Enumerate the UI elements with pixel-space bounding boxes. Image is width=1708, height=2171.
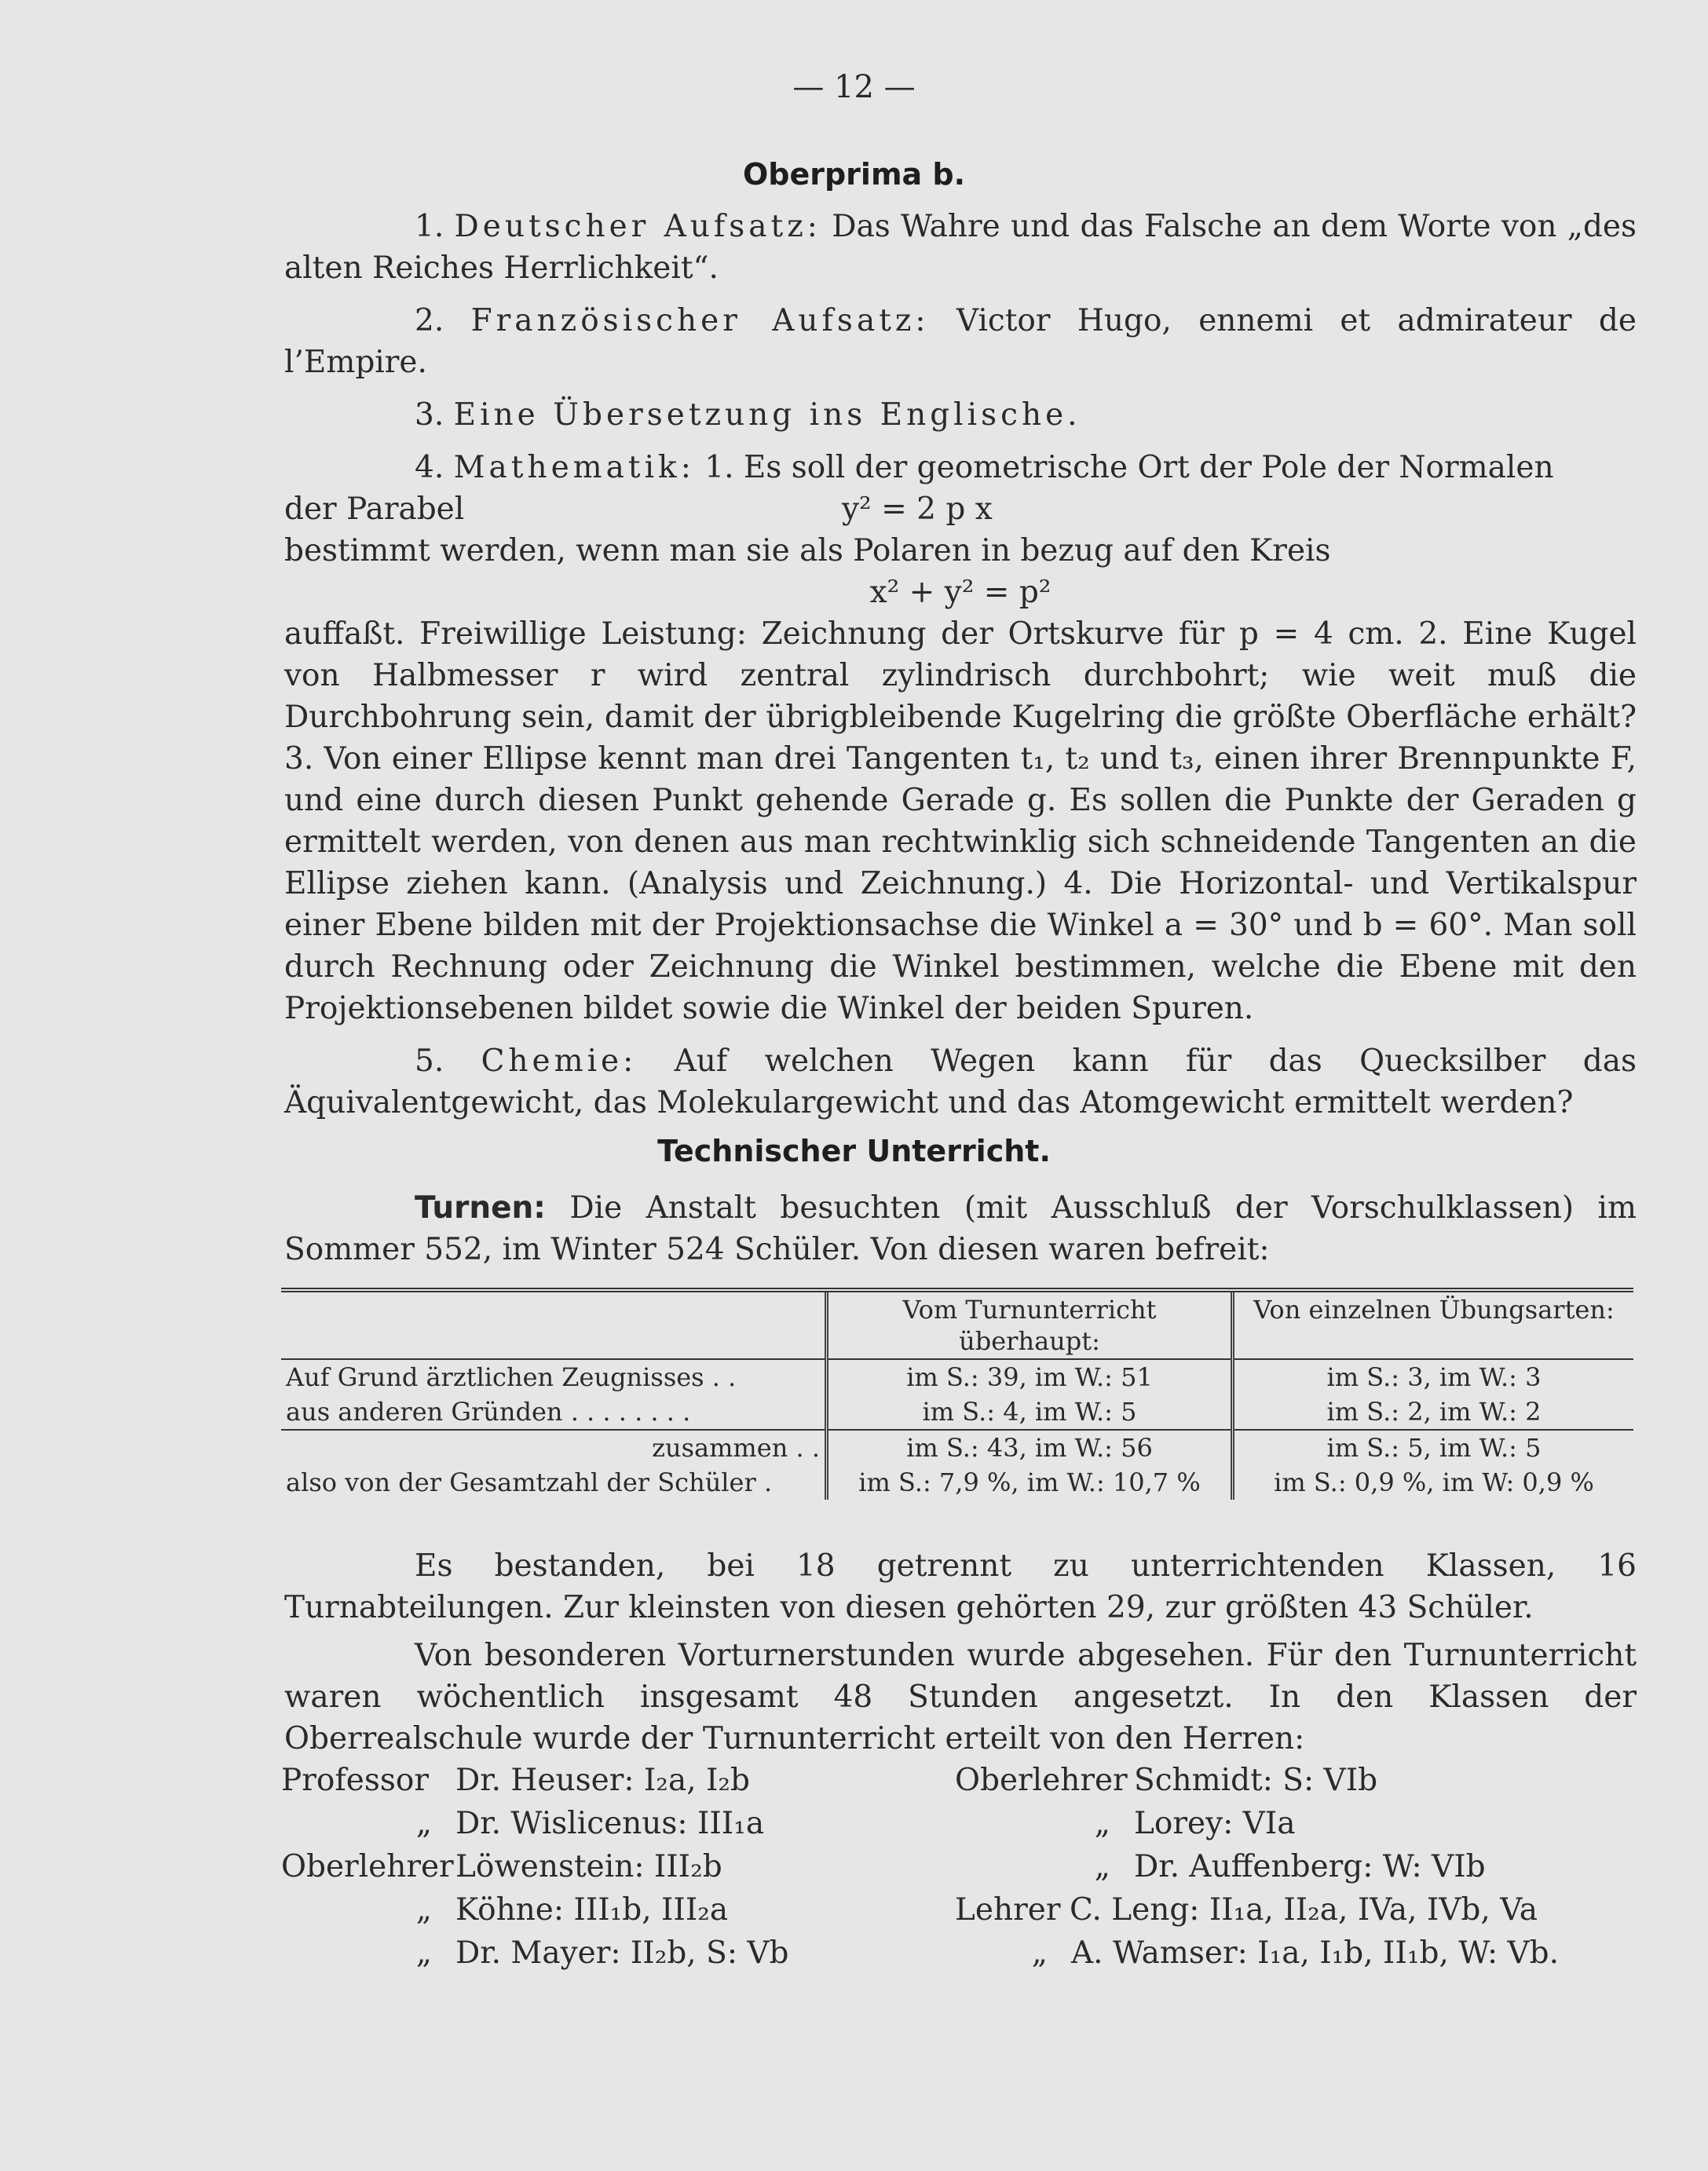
topic-number: 3. bbox=[415, 397, 444, 433]
topic-1 bbox=[284, 206, 1637, 289]
topic-label: Chemie: bbox=[481, 1043, 638, 1079]
turnen-paragraphs bbox=[284, 1545, 1637, 1760]
turnen-label: Turnen: bbox=[415, 1190, 546, 1226]
topic-label: Französischer Aufsatz: bbox=[470, 303, 930, 338]
table-row-label: aus anderen Gründen . . . . . . . . bbox=[286, 1397, 691, 1427]
topic-4-line bbox=[284, 488, 1637, 530]
teacher-entry bbox=[281, 1759, 789, 1802]
exemption-table bbox=[281, 1288, 1633, 1500]
table-cell: im S.: 7,9 %, im W.: 10,7 % bbox=[827, 1465, 1233, 1500]
teacher-entry bbox=[281, 1888, 789, 1932]
teacher-title: „ bbox=[415, 1935, 432, 1971]
teacher-name: Köhne: III₁b, III₂a bbox=[455, 1892, 729, 1928]
table-cell: im S.: 4, im W.: 5 bbox=[827, 1394, 1233, 1430]
teacher-list-left bbox=[281, 1759, 789, 1975]
topic-text: Auf welchen Wegen kann für das Quecksilber das Äquivalentgewicht, das Molekulargewicht und das Atomgewicht ermittelt werden? bbox=[284, 1043, 1637, 1120]
paragraph-turnabteilungen: Es bestanden, bei 18 getrennt zu unterrichtenden Klassen, 16 Turnabteilungen. Zur kleinsten von diesen gehörten 29, zur größten 43 Schüler. bbox=[284, 1548, 1637, 1625]
topic-4 bbox=[284, 447, 1637, 488]
table-cell: im S.: 5, im W.: 5 bbox=[1233, 1430, 1634, 1465]
topic-label: Deutscher Aufsatz: bbox=[454, 209, 821, 244]
table-cell: im S.: 2, im W.: 2 bbox=[1233, 1394, 1634, 1430]
topic-number: 4. bbox=[415, 450, 444, 485]
teacher-entry bbox=[955, 1802, 1559, 1845]
table-header: Von einzelnen Übungsarten: bbox=[1233, 1290, 1634, 1359]
teacher-name: Dr. Wislicenus: III₁a bbox=[455, 1806, 765, 1841]
teacher-name: Lorey: VIa bbox=[1134, 1806, 1296, 1841]
teacher-name: Dr. Heuser: I₂a, I₂b bbox=[455, 1763, 750, 1798]
section-title-technischer-unterricht: Technischer Unterricht. bbox=[657, 1134, 1051, 1168]
turnen-intro bbox=[284, 1187, 1637, 1270]
table-row-label: Auf Grund ärztlichen Zeugnisses . . bbox=[286, 1362, 737, 1392]
teacher-title: „ bbox=[415, 1892, 432, 1928]
teacher-name: Dr. Auffenberg: W: VIb bbox=[1134, 1849, 1486, 1884]
table-cell: im S.: 43, im W.: 56 bbox=[827, 1430, 1233, 1465]
teacher-title: „ bbox=[1094, 1806, 1110, 1841]
table-row bbox=[281, 1430, 1633, 1465]
paragraph-vorturnerstunden: Von besonderen Vorturnerstunden wurde abgesehen. Für den Turnunterricht waren wöchentlich insgesamt 48 Stunden angesetzt. In den Klassen der Oberrealschule wurde der Turnunterricht erteilt von den Herren: bbox=[284, 1638, 1637, 1756]
topic-number: 2. bbox=[415, 303, 444, 338]
table-cell: im S.: 3, im W.: 3 bbox=[1233, 1359, 1634, 1394]
topic-label: Eine Übersetzung ins Englische. bbox=[453, 397, 1081, 433]
table-row-label: zusammen . . bbox=[652, 1433, 820, 1463]
topic-text: Victor Hugo, ennemi et admirateur de l’Empire. bbox=[284, 303, 1637, 380]
teacher-entry bbox=[955, 1845, 1559, 1888]
topic-number: 5. bbox=[415, 1043, 444, 1079]
topic-text: der Parabel bbox=[284, 492, 465, 527]
topic-3 bbox=[284, 394, 1637, 436]
table-row-label: also von der Gesamtzahl der Schüler . bbox=[286, 1467, 773, 1497]
teacher-title: Professor bbox=[281, 1763, 430, 1798]
formula-circle: x² + y² = p² bbox=[869, 575, 1051, 610]
formula-parabola: y² = 2 p x bbox=[842, 492, 993, 527]
teacher-entry bbox=[281, 1802, 789, 1845]
teacher-name: Löwenstein: III₂b bbox=[455, 1849, 722, 1884]
topic-text: bestimmt werden, wenn man sie als Polaren in bezug auf den Kreis bbox=[284, 533, 1331, 568]
table-cell: im S.: 0,9 %, im W: 0,9 % bbox=[1233, 1465, 1634, 1500]
table-row bbox=[281, 1359, 1633, 1394]
exam-topics bbox=[284, 206, 1637, 1124]
teacher-name: Schmidt: S: VIb bbox=[1134, 1763, 1378, 1798]
topic-label: Mathematik: bbox=[453, 450, 695, 485]
teacher-entry bbox=[281, 1932, 789, 1975]
teacher-entry bbox=[281, 1845, 789, 1888]
table-row bbox=[281, 1465, 1633, 1500]
teacher-title: Oberlehrer bbox=[281, 1849, 454, 1884]
teacher-name: Dr. Mayer: II₂b, S: Vb bbox=[455, 1935, 789, 1971]
table-row bbox=[281, 1394, 1633, 1430]
teacher-entry bbox=[955, 1888, 1559, 1932]
topic-text: Das Wahre und das Falsche an dem Worte von „des alten Reiches Herrlichkeit“. bbox=[284, 209, 1637, 286]
teacher-title: „ bbox=[415, 1806, 432, 1841]
section-title-oberprima: Oberprima b. bbox=[742, 157, 966, 192]
table-cell: im S.: 39, im W.: 51 bbox=[827, 1359, 1233, 1394]
teacher-name: C. Leng: II₁a, II₂a, IVa, IVb, Va bbox=[1070, 1892, 1538, 1928]
topic-text: auffaßt. Freiwillige Leistung: Zeichnung der Ortskurve für p = 4 cm. 2. Eine Kugel von Halbmesser r wird zentral zylindrisch durchbohrt; wie weit muß die Durchbohrung sein, damit der übrigbleibende Kugelring die größte Oberfläche erhält? 3. Von einer Ellipse kennt man drei Tangenten t₁, t₂ und t₃, einen ihrer Brennpunkte F, und eine durch diesen Punkt gehende Gerade g. Es sollen die Punkte der Geraden g ermittelt werden, von denen aus man rechtwinklig sich schneidende Tangenten an die Ellipse ziehen kann. (Analysis und Zeichnung.) 4. Die Horizontal- und Vertikalspur einer Ebene bilden mit der Projektionsachse die Winkel a = 30° und b = 60°. Man soll durch Rechnung oder Zeichnung die Winkel bestimmen, welche die Ebene mit den Projektionsebenen bildet sowie die Winkel der beiden Spuren. bbox=[284, 616, 1637, 1026]
page-number: — 12 — bbox=[792, 69, 916, 105]
table-header: Vom Turnunterricht überhaupt: bbox=[827, 1290, 1233, 1359]
teacher-entry bbox=[955, 1759, 1559, 1802]
topic-5 bbox=[284, 1040, 1637, 1124]
teacher-list-right bbox=[955, 1759, 1559, 1975]
teacher-title: „ bbox=[1031, 1935, 1048, 1971]
topic-2 bbox=[284, 300, 1637, 383]
teacher-title: Oberlehrer bbox=[955, 1763, 1128, 1798]
teacher-title: Lehrer bbox=[955, 1892, 1061, 1928]
topic-number: 1. bbox=[415, 209, 444, 244]
teacher-entry bbox=[955, 1932, 1559, 1975]
turnen-paragraph bbox=[284, 1187, 1637, 1270]
turnen-text: Die Anstalt besuchten (mit Ausschluß der Vorschulklassen) im Sommer 552, im Winter 524 Schüler. Von diesen waren befreit: bbox=[284, 1190, 1637, 1267]
teacher-title: „ bbox=[1094, 1849, 1110, 1884]
table-header-row bbox=[281, 1290, 1633, 1359]
teacher-name: A. Wamser: I₁a, I₁b, II₁b, W: Vb. bbox=[1071, 1935, 1560, 1971]
topic-text: 1. Es soll der geometrische Ort der Pole der Normalen bbox=[704, 450, 1554, 485]
